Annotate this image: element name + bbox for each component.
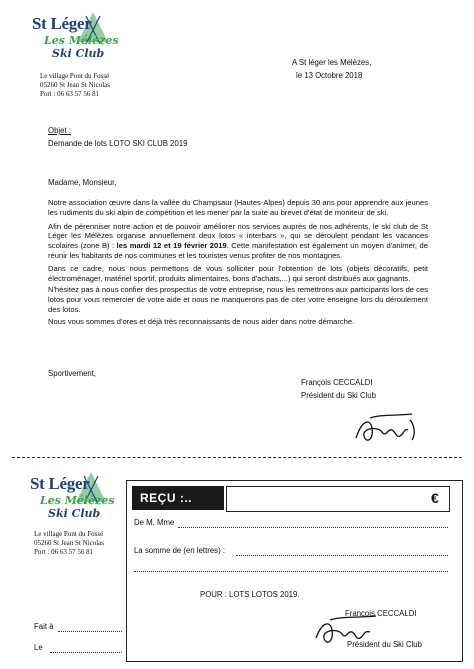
object-label: Objet : [48, 126, 71, 135]
pour-label: POUR : LOTS LOTOS 2019. [200, 590, 300, 599]
loto-dates: les mardi 12 et 19 février 2019 [116, 241, 227, 251]
logo-subtitle: Les Mélèzes [40, 494, 115, 507]
address-line: Le village Pont du Fossé [34, 530, 104, 538]
euro-sign: € [431, 490, 439, 506]
logo-club: Ski Club [48, 507, 101, 520]
logo-subtitle: Les Mélèzes [44, 34, 119, 47]
closing: Sportivement, [48, 369, 97, 378]
recu-header-box [132, 486, 224, 510]
from-field[interactable] [178, 527, 448, 528]
handwritten-signature [352, 410, 422, 450]
letter-date: le 13 Octobre 2018 [296, 71, 363, 80]
receipt-logo [28, 470, 118, 530]
address-line: 05260 St Jean St Nicolas [40, 81, 110, 90]
fait-field[interactable] [58, 631, 122, 632]
signer-name: François CECCALDI [301, 378, 373, 387]
paragraph-intro: Notre association œuvre dans la vallée du Champsaur (Hautes-Alpes) depuis 30 ans pour apprendre aux jeunes les rudiments du ski alpin de compétition et les mener par la suite au brevet d'état de moniteur de ski. [48, 198, 428, 217]
from-label: De M. Mme [134, 518, 175, 527]
logo-title: St Léger [30, 474, 90, 493]
object-text: Demande de lots LOTO SKI CLUB 2019 [48, 139, 188, 148]
le-label: Le [34, 643, 43, 652]
paragraph-thanks: Nous vous sommes d'ores et déjà très reconnaissants de nous aider dans notre démarche. [48, 316, 355, 326]
logo-title: St Léger [32, 14, 92, 33]
tear-line [12, 457, 462, 458]
address-line: Port : 06 63 57 56 81 [34, 548, 94, 557]
letterhead-logo [30, 10, 120, 72]
receipt-signer-title: Président du Ski Club [347, 640, 422, 649]
letter-place: A St léger les Mélèzes, [292, 58, 372, 67]
logo-club: Ski Club [52, 47, 105, 60]
recu-label: REÇU :.. [140, 491, 192, 505]
receipt-signer-name: François CECCALDI [345, 609, 417, 618]
fait-label: Fait à [34, 622, 54, 631]
amount-box[interactable] [226, 486, 450, 512]
paragraph-lotos [48, 222, 428, 261]
greeting: Madame, Monsieur, [48, 178, 117, 187]
sum-field-line2[interactable] [134, 571, 448, 572]
le-field[interactable] [50, 652, 122, 653]
paragraph-request: Dans ce cadre, nous nous permettons de vous solliciter pour l'obtention de lots (objets décoratifs, petit électroménager, matériel sportif, produits alimentaires, bons d'achats,...) qui seront distribués aux gagnants. [48, 263, 428, 283]
receipt-handwritten-signature [312, 614, 392, 650]
address-line: Port : 06 63 57 56 81 [40, 90, 100, 99]
signer-title: Président du Ski Club [301, 391, 376, 400]
paragraph-prospectus: N'hésitez pas à nous confier des prospectus de votre entreprise, nous les remettrons aux participants lors de ces lotos pour vous remercier de votre aide et nous ne manquerons pas de citer votre enseigne lors du déroulement des lotos. [48, 285, 428, 314]
address-line: Le village Pont du Fossé [40, 72, 110, 80]
paragraph-lotos-end: . Cette manifestation est également un moyen d'animer, de réunir les habitants de nos communes et les touristes venus profiter de nos montagnes. [48, 241, 428, 260]
address-line: 05260 St Jean St Nicolas [34, 539, 104, 548]
paragraph-lotos-text: Afin de pérenniser notre action et de pouvoir améliorer nos services auprès de nos adhérents, le ski club de St Léger les Mélèzes organise annuellement deux lotos « interbars », qui se déroulent pendant les vacances scolaires (zone B) : [48, 221, 428, 251]
sender-address [40, 72, 110, 100]
letter-body [48, 198, 428, 327]
receipt-address [34, 530, 104, 558]
sum-label: La somme de (en lettres) : [134, 546, 226, 555]
sum-field[interactable] [236, 555, 448, 556]
